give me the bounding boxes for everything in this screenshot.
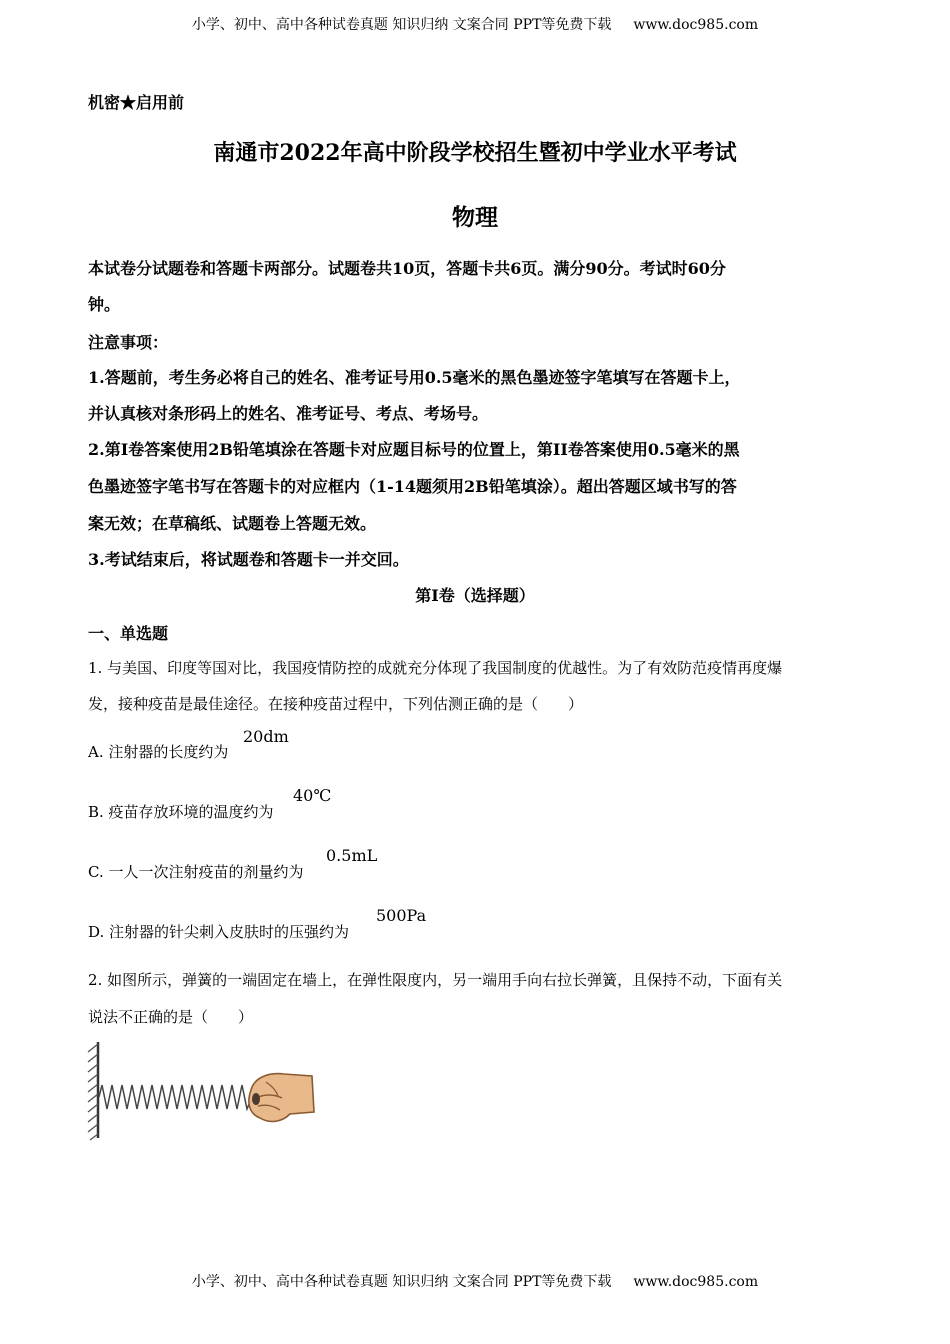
question-1-line: 1. 与美国、印度等国对比，我国疫情防控的成就充分体现了我国制度的优越性。为了有效防范疫情再度爆: [88, 659, 783, 677]
page-footer: [0, 1271, 950, 1291]
option-a: A. 注射器的长度约为: [88, 743, 229, 761]
note-line: 并认真核对条形码上的姓名、准考证号、考点、考场号。: [88, 404, 489, 423]
confidential-label: 机密★启用前: [88, 93, 185, 112]
subject-title: 物理: [452, 204, 498, 231]
exam-title: 南通市2022年高中阶段学校招生暨初中学业水平考试: [213, 140, 737, 166]
page-header: [0, 14, 950, 34]
intro-line-2: 钟。: [88, 295, 121, 314]
footer-url: www.doc985.com: [633, 1274, 759, 1290]
header-url: www.doc985.com: [633, 17, 759, 33]
question-1-line: 发，接种疫苗是最佳途径。在接种疫苗过程中，下列估测正确的是（ ）: [88, 695, 584, 713]
spring-figure: [86, 1038, 318, 1142]
notes-heading: 注意事项：: [88, 333, 169, 352]
option-c-value: 0.5mL: [326, 846, 378, 865]
section-title: 第I卷（选择题）: [415, 586, 535, 605]
note-line: 1.答题前，考生务必将自己的姓名、准考证号用0.5毫米的黑色墨迹签字笔填写在答题卡上，: [88, 368, 741, 387]
note-line: 色墨迹签字笔书写在答题卡的对应框内（1-14题须用2B铅笔填涂）。超出答题区域书写的答: [88, 477, 737, 496]
hand-icon: [249, 1074, 314, 1122]
option-b: B. 疫苗存放环境的温度约为: [88, 803, 274, 821]
note-line: 3.考试结束后，将试题卷和答题卡一并交回。: [88, 550, 409, 569]
option-d: D. 注射器的针尖刺入皮肤时的压强约为: [88, 923, 350, 941]
intro-line-1: 本试卷分试题卷和答题卡两部分。试题卷共10页，答题卡共6页。满分90分。考试时60分: [88, 259, 726, 278]
spring-icon: [99, 1085, 258, 1109]
wall-icon: [88, 1042, 98, 1140]
question-2-line: 说法不正确的是（ ）: [88, 1008, 254, 1026]
note-line: 2.第I卷答案使用2B铅笔填涂在答题卡对应题目标号的位置上，第II卷答案使用0.5毫米的黑: [88, 440, 740, 459]
option-c: C. 一人一次注射疫苗的剂量约为: [88, 863, 304, 881]
part-title: 一、单选题: [88, 624, 169, 643]
option-d-value: 500Pa: [376, 906, 427, 925]
question-2-line: 2. 如图所示，弹簧的一端固定在墙上，在弹性限度内，另一端用手向右拉长弹簧，且保持不动，下面有关: [88, 971, 783, 989]
footer-text: 小学、初中、高中各种试卷真题 知识归纳 文案合同 PPT等免费下载: [191, 1274, 612, 1290]
header-text: 小学、初中、高中各种试卷真题 知识归纳 文案合同 PPT等免费下载: [191, 17, 612, 33]
option-b-value: 40℃: [293, 786, 332, 805]
option-a-value: 20dm: [243, 727, 289, 746]
note-line: 案无效；在草稿纸、试题卷上答题无效。: [88, 514, 377, 533]
